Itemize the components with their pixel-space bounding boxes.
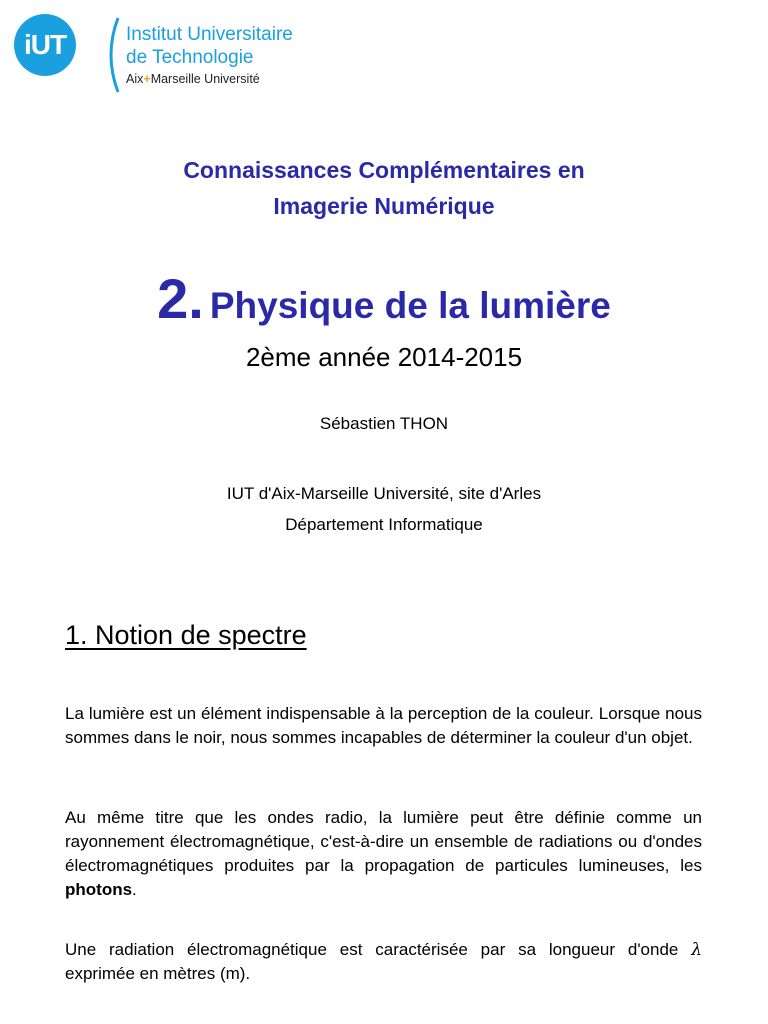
course-title-line1: Connaissances Complémentaires en bbox=[183, 157, 585, 183]
logo-text-aix: Aix bbox=[126, 72, 144, 86]
logo-plus: + bbox=[143, 72, 151, 86]
chapter-title: Physique de la lumière bbox=[209, 285, 611, 326]
paragraph-3-end: exprimée en mètres (m). bbox=[65, 964, 251, 983]
paragraph-1: La lumière est un élément indispensable à la perception de la couleur. Lorsque nous sommes dans le noir, nous sommes incapables de déterminer la couleur d'un objet. bbox=[65, 704, 702, 747]
paragraph-2 bbox=[65, 806, 702, 902]
course-title bbox=[0, 152, 768, 224]
chapter-number: 2. bbox=[157, 267, 204, 330]
institution-block bbox=[0, 478, 768, 540]
section-heading: 1. Notion de spectre bbox=[65, 620, 307, 650]
paragraph-2-text: Au même titre que les ondes radio, la lumière peut être définie comme un rayonnement électromagnétique, c'est-à-dire un ensemble de radiations ou d'ondes électromagnétiques produites par la propagation de particules lumineuses, les bbox=[65, 808, 702, 875]
academic-year: 2ème année 2014-2015 bbox=[245, 342, 523, 372]
course-title-line2: Imagerie Numérique bbox=[273, 193, 495, 219]
iut-logo-mark: iUT bbox=[14, 14, 76, 76]
chapter-heading bbox=[0, 266, 768, 331]
paragraph-2-end: . bbox=[132, 880, 137, 899]
logo-text-marseille: Marseille Université bbox=[150, 72, 260, 86]
author-name: Sébastien THON bbox=[319, 414, 449, 433]
lambda-symbol: λ bbox=[691, 940, 702, 960]
paragraph-3-text: Une radiation électromagnétique est caractérisée par sa longueur d'onde bbox=[65, 940, 692, 959]
iut-logo bbox=[14, 14, 334, 94]
logo-text-line3 bbox=[126, 71, 260, 87]
logo-text-line1: Institut Universitaire bbox=[126, 24, 293, 45]
institution-line2: Département Informatique bbox=[285, 515, 483, 534]
logo-bracket-icon bbox=[102, 16, 122, 94]
paragraph-3 bbox=[65, 938, 702, 986]
paragraph-2-bold: photons bbox=[65, 880, 133, 899]
logo-text-line2: de Technologie bbox=[126, 47, 254, 68]
institution-line1: IUT d'Aix-Marseille Université, site d'Arles bbox=[226, 484, 542, 503]
